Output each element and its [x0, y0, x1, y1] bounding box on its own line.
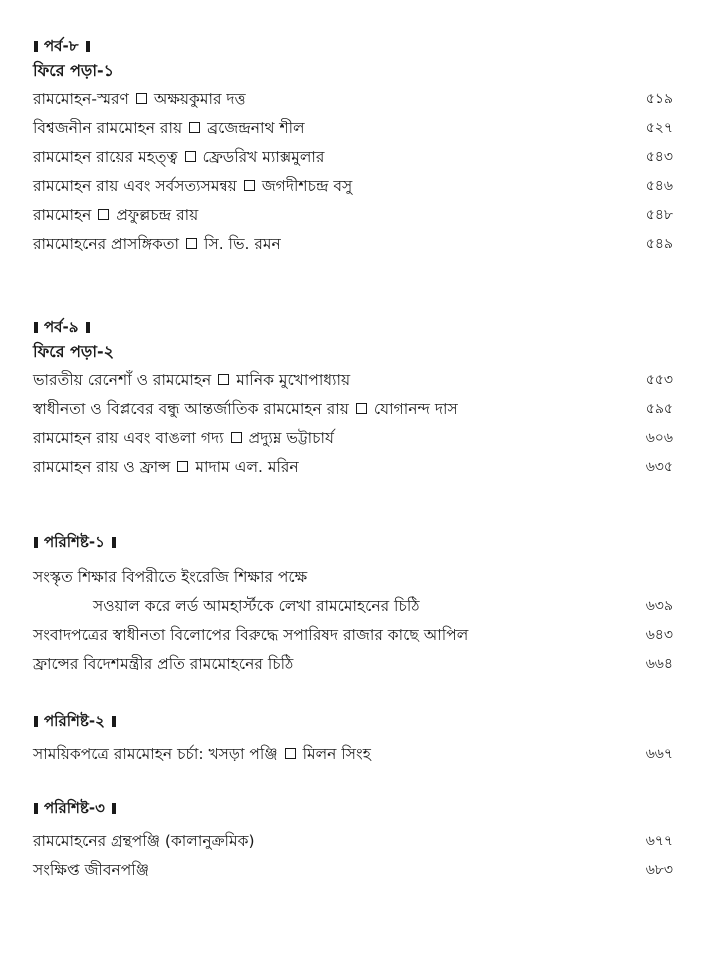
entry-author: সি. ভি. রমন — [204, 235, 281, 253]
section-heading-text: পরিশিষ্ট-৩ — [44, 799, 105, 817]
toc-entry[interactable] — [33, 650, 673, 679]
entry-author: জগদীশচন্দ্র বসু — [261, 177, 353, 195]
entry-title: ফ্রান্সের বিদেশমন্ত্রীর প্রতি রামমোহনের চিঠি — [33, 655, 294, 673]
entry-title: সংস্কৃত শিক্ষার বিপরীতে ইংরেজি শিক্ষার পক্ষে — [33, 568, 308, 586]
entry-page-number: ৬৬৪ — [645, 656, 673, 672]
entry-title: রামমোহন — [33, 206, 92, 224]
section-subheading: ফিরে পড়া-১ — [33, 61, 115, 80]
entry-title: রামমোহন রায় এবং বাঙলা গদ্য — [33, 429, 224, 447]
toc-entry[interactable] — [33, 592, 673, 621]
square-bullet-icon — [218, 374, 229, 385]
square-bullet-icon — [244, 180, 255, 191]
section-heading — [33, 710, 673, 732]
entry-page-number: ৬৩৯ — [645, 598, 673, 614]
entry-author: অক্ষয়কুমার দত্ত — [153, 90, 246, 108]
square-bullet-icon — [189, 122, 200, 133]
entry-title: সাময়িকপত্রে রামমোহন চর্চা: খসড়া পঞ্জি — [33, 745, 278, 763]
heading-mark-icon — [111, 803, 116, 814]
entry-title: রামমোহন-স্মরণ — [33, 90, 129, 108]
toc-entry[interactable] — [33, 114, 673, 143]
entry-page-number: ৬৪৩ — [645, 627, 673, 643]
entry-page-number: ৫৪৯ — [645, 236, 673, 252]
entry-title: সওয়াল করে লর্ড আমহার্স্টকে লেখা রামমোহনের চিঠি — [93, 597, 420, 615]
toc-entry[interactable] — [33, 85, 673, 114]
entry-page-number: ৫৪৮ — [645, 207, 673, 223]
heading-mark-icon — [111, 537, 116, 548]
entry-page-number: ৬৩৫ — [645, 459, 673, 475]
heading-mark-icon — [33, 716, 38, 727]
entry-page-number: ৫২৭ — [645, 120, 673, 136]
entry-page-number: ৬৬৭ — [645, 746, 673, 762]
entry-author: মানিক মুখোপাধ্যায় — [236, 371, 351, 389]
entry-page-number: ৫৪৩ — [645, 149, 673, 165]
heading-mark-icon — [33, 537, 38, 548]
entry-title: সংক্ষিপ্ত জীবনপঞ্জি — [33, 861, 149, 879]
entry-author: প্রফুল্লচন্দ্র রায় — [116, 206, 199, 224]
toc-entry[interactable] — [33, 424, 673, 453]
entry-author: মিলন সিংহ — [302, 745, 371, 763]
entry-title: রামমোহন রায় ও ফ্রান্স — [33, 458, 171, 476]
entry-page-number: ৫১৯ — [645, 91, 673, 107]
toc-entry[interactable] — [33, 563, 673, 592]
toc-entry[interactable] — [33, 740, 673, 769]
toc-entry[interactable] — [33, 395, 673, 424]
entry-page-number: ৫৫৩ — [645, 372, 673, 388]
entry-title: সংবাদপত্রের স্বাধীনতা বিলোপের বিরুদ্ধে সপারিষদ রাজার কাছে আপিল — [33, 626, 469, 644]
section-appendix-2 — [33, 710, 673, 769]
entry-page-number: ৬৮৩ — [645, 862, 673, 878]
square-bullet-icon — [186, 238, 197, 249]
square-bullet-icon — [98, 209, 109, 220]
entry-title: রামমোহন রায়ের মহত্ত্ব — [33, 148, 178, 166]
heading-mark-icon — [33, 322, 38, 333]
entry-title: রামমোহনের প্রাসঙ্গিকতা — [33, 235, 180, 253]
entry-page-number: ৬৭৭ — [645, 833, 673, 849]
entry-title: রামমোহনের গ্রন্থপঞ্জি (কালানুক্রমিক) — [33, 832, 255, 850]
entry-author: মাদাম এল. মরিন — [195, 458, 299, 476]
entry-page-number: ৫৪৬ — [645, 178, 673, 194]
square-bullet-icon — [285, 748, 296, 759]
section-parba-9 — [33, 316, 673, 482]
heading-mark-icon — [85, 41, 90, 52]
entry-title: বিশ্বজনীন রামমোহন রায় — [33, 119, 183, 137]
section-heading — [33, 797, 673, 819]
section-heading — [33, 316, 673, 338]
section-appendix-1 — [33, 531, 673, 679]
entry-author: যোগানন্দ দাস — [373, 400, 458, 418]
heading-mark-icon — [85, 322, 90, 333]
toc-entry[interactable] — [33, 172, 673, 201]
toc-entry[interactable] — [33, 453, 673, 482]
entry-author: ব্রজেন্দ্রনাথ শীল — [207, 119, 305, 137]
toc-entry[interactable] — [33, 621, 673, 650]
square-bullet-icon — [136, 93, 147, 104]
section-heading — [33, 35, 673, 57]
entry-author: প্রদ্যুম্ন ভট্টাচার্য — [248, 429, 334, 447]
section-heading-text: পরিশিষ্ট-২ — [44, 712, 105, 730]
entry-title: ভারতীয় রেনেশাঁ ও রামমোহন — [33, 371, 212, 389]
toc-entry[interactable] — [33, 856, 673, 885]
square-bullet-icon — [356, 403, 367, 414]
entry-page-number: ৫৯৫ — [645, 401, 673, 417]
section-parba-8 — [33, 35, 673, 259]
entry-author: ফ্রেডরিখ ম্যাক্সমুলার — [202, 148, 325, 166]
toc-entry[interactable] — [33, 366, 673, 395]
entry-page-number: ৬০৬ — [645, 430, 673, 446]
toc-entry[interactable] — [33, 143, 673, 172]
heading-mark-icon — [33, 803, 38, 814]
square-bullet-icon — [185, 151, 196, 162]
toc-entry[interactable] — [33, 827, 673, 856]
section-appendix-3 — [33, 797, 673, 885]
square-bullet-icon — [231, 432, 242, 443]
toc-entry[interactable] — [33, 230, 673, 259]
section-heading-text: পর্ব-৯ — [44, 318, 79, 336]
square-bullet-icon — [177, 461, 188, 472]
heading-mark-icon — [111, 716, 116, 727]
entry-title: স্বাধীনতা ও বিপ্লবের বন্ধু আন্তর্জাতিক রামমোহন রায় — [33, 400, 349, 418]
section-subheading: ফিরে পড়া-২ — [33, 342, 115, 361]
toc-entry[interactable] — [33, 201, 673, 230]
heading-mark-icon — [33, 41, 38, 52]
entry-title: রামমোহন রায় এবং সর্বসত্যসমন্বয় — [33, 177, 237, 195]
section-heading-text: পরিশিষ্ট-১ — [44, 533, 105, 551]
section-heading-text: পর্ব-৮ — [44, 37, 79, 55]
section-heading — [33, 531, 673, 553]
